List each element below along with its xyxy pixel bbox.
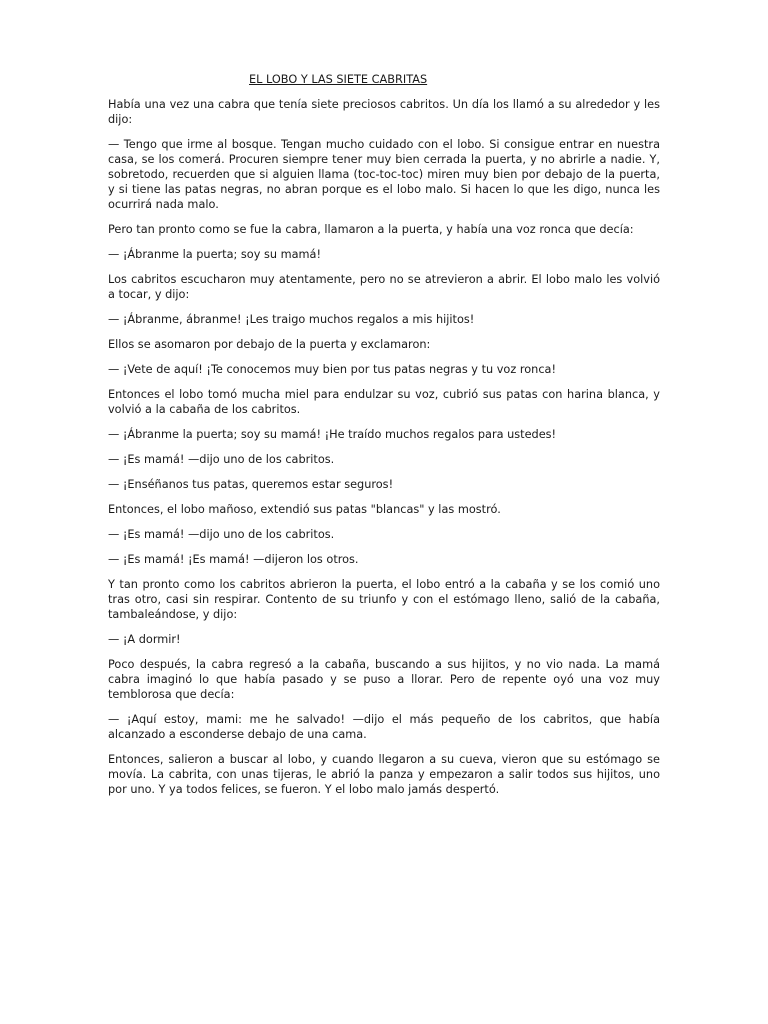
paragraph-16: Y tan pronto como los cabritos abrieron la puerta, el lobo entró a la cabaña y se los comió uno tras otro, casi sin respirar. Contento de su triunfo y con el estómago lleno, salió de la cabaña, tambaleándose, y dijo: bbox=[108, 578, 660, 621]
paragraph-15: — ¡Es mamá! ¡Es mamá! —dijeron los otros. bbox=[108, 553, 359, 566]
paragraph-20: Entonces, salieron a buscar al lobo, y cuando llegaron a su cueva, vieron que su estómago se movía. La cabrita, con unas tijeras, le abrió la panza y empezaron a salir todos sus hijitos, uno por uno. Y ya todos felices, se fueron. Y el lobo malo jamás despertó. bbox=[108, 753, 660, 796]
document-title: EL LOBO Y LAS SIETE CABRITAS bbox=[249, 73, 428, 86]
paragraph-13: Entonces, el lobo mañoso, extendió sus patas "blancas" y las mostró. bbox=[108, 503, 501, 516]
paragraph-9: Entonces el lobo tomó mucha miel para endulzar su voz, cubrió sus patas con harina blanca, y volvió a la cabaña de los cabritos. bbox=[108, 388, 660, 416]
paragraph-10: — ¡Ábranme la puerta; soy su mamá! ¡He traído muchos regalos para ustedes! bbox=[108, 428, 557, 441]
paragraph-2: — Tengo que irme al bosque. Tengan mucho cuidado con el lobo. Si consigue entrar en nuestra casa, se los comerá. Procuren siempre tener muy bien cerrada la puerta, y no abrirle a nadie. Y, sobretodo, recuerden que si alguien llama (toc-toc-toc) miren muy bien por debajo de la puerta, y si tiene las patas negras, no abran porque es el lobo malo. Si hacen lo que les digo, nunca les ocurrirá nada malo. bbox=[108, 138, 660, 211]
paragraph-6: — ¡Ábranme, ábranme! ¡Les traigo muchos regalos a mis hijitos! bbox=[108, 313, 475, 326]
paragraph-17: — ¡A dormir! bbox=[108, 633, 181, 646]
paragraph-18: Poco después, la cabra regresó a la cabaña, buscando a sus hijitos, y no vio nada. La mamá cabra imaginó lo que había pasado y se puso a llorar. Pero de repente oyó una voz muy temblorosa que decía: bbox=[108, 658, 660, 701]
paragraph-19: — ¡Aquí estoy, mami: me he salvado! —dijo el más pequeño de los cabritos, que había alcanzado a esconderse debajo de una cama. bbox=[108, 713, 660, 741]
paragraph-14: — ¡Es mamá! —dijo uno de los cabritos. bbox=[108, 528, 335, 541]
paragraph-12: — ¡Enséñanos tus patas, queremos estar seguros! bbox=[108, 478, 394, 491]
paragraph-3: Pero tan pronto como se fue la cabra, llamaron a la puerta, y había una voz ronca que decía: bbox=[108, 223, 634, 236]
paragraph-11: — ¡Es mamá! —dijo uno de los cabritos. bbox=[108, 453, 335, 466]
paragraph-1: Había una vez una cabra que tenía siete preciosos cabritos. Un día los llamó a su alrededor y les dijo: bbox=[108, 98, 660, 126]
paragraph-7: Ellos se asomaron por debajo de la puerta y exclamaron: bbox=[108, 338, 431, 351]
paragraph-5: Los cabritos escucharon muy atentamente, pero no se atrevieron a abrir. El lobo malo les volvió a tocar, y dijo: bbox=[108, 273, 660, 301]
document-page bbox=[108, 72, 660, 797]
paragraph-4: — ¡Ábranme la puerta; soy su mamá! bbox=[108, 248, 322, 261]
paragraph-8: — ¡Vete de aquí! ¡Te conocemos muy bien por tus patas negras y tu voz ronca! bbox=[108, 363, 556, 376]
